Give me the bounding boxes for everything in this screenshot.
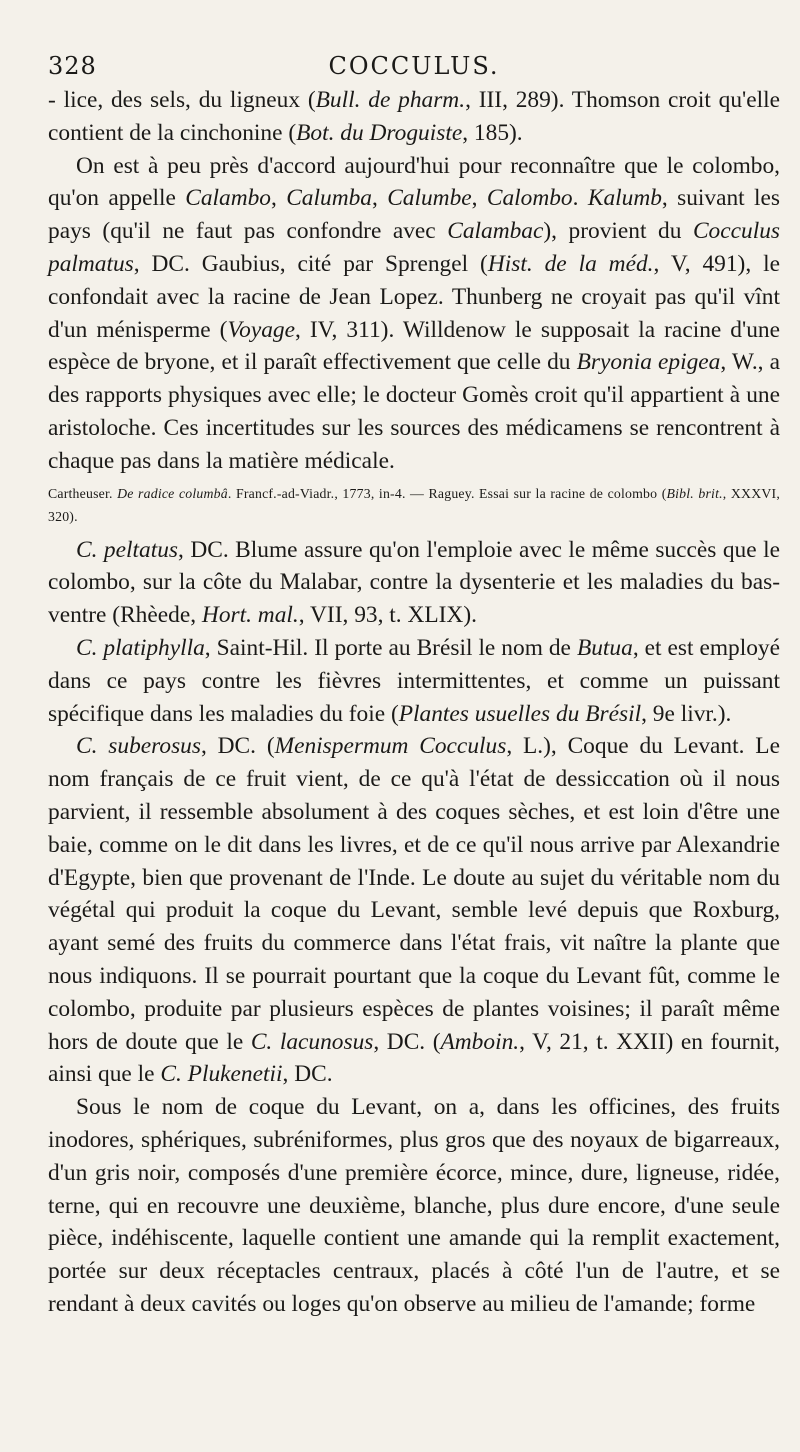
text-run: , et est employé dans ce pays contre les fièvres intermittentes, et comme un puissant spécifique dans les maladies du foie (: [48, 634, 781, 727]
italic-text: C. lacunosus: [250, 1028, 374, 1055]
italic-text: Bryonia epigea: [576, 349, 721, 376]
italic-text: Calumbe: [387, 185, 472, 212]
text-run: . Francf.-ad-Viadr., 1773, in-4. — Raguey. Essai sur la racine de colombo (: [227, 485, 667, 501]
text-run: ,: [471, 185, 487, 212]
paragraph: [48, 84, 780, 150]
text-run: , IV, 311). Willdenow le supposait la racine d'une espèce de bryone, et il paraît effectivement que celle du: [48, 316, 780, 376]
text-run: , 9e livr.).: [641, 700, 732, 727]
text-run: , V, 21, t. XXII) en fournit, ainsi que le: [48, 1028, 780, 1088]
text-run: , DC.: [282, 1061, 333, 1088]
text-run: , 185).: [462, 119, 523, 146]
paragraph: [48, 534, 780, 632]
italic-text: C. suberosus: [76, 733, 201, 760]
text-run: , DC. Blume assure qu'on l'emploie avec le même succès que le colombo, sur la côte du Malabar, contre la dysenterie et les maladies du bas-ventre (Rhèede,: [48, 536, 780, 629]
page-number: 328: [48, 52, 97, 80]
text-run: , L.), Coque du Levant. Le nom français de ce fruit vient, de ce qu'à l'état de dessiccation où il nous parvient, il ressemble absolument à des coques sèches, et est loin d'être une baie, comme on le dit dans les livres, et de ce qu'il nous arrive par Alexandrie d'Egypte, bien que provenant de l'Inde. Le doute au sujet du véritable nom du végétal qui produit la coque du Levant, semble levé depuis que Roxburg, ayant semé des fruits du commerce dans l'état frais, vit naître la plante que nous indiquons. Il se pourrait pourtant que la coque du Levant fût, comme le colombo, produite par plusieurs espèces de plantes voisines; il paraît même hors de doute que le: [48, 733, 780, 1055]
italic-text: Plantes usuelles du Brésil: [398, 700, 642, 727]
text-run: Cartheuser.: [48, 485, 118, 501]
text-run: , V, 491), le confondait avec la racine de Jean Lopez. Thunberg ne croyait pas qu'il vînt d'un ménisperme (: [48, 250, 780, 343]
italic-text: Voyage: [227, 316, 296, 343]
text-run: , VII, 93, t. XLIX).: [298, 602, 477, 629]
paragraph: [48, 150, 780, 478]
italic-text: C. Plukenetii: [160, 1061, 283, 1088]
italic-text: Hort. mal.: [201, 602, 299, 629]
text-run: , DC. (: [200, 733, 275, 760]
paragraph: [48, 730, 780, 1091]
text-run: ), provient du: [543, 218, 693, 245]
text-run: , suivant les pays (qu'il ne faut pas confondre avec: [48, 185, 781, 245]
italic-text: De radice columbâ: [117, 485, 228, 501]
text-run: , DC. Gaubius, cité par Sprengel (: [133, 250, 488, 277]
italic-text: C. platiphylla: [76, 634, 205, 661]
italic-text: Bull. de pharm.: [315, 87, 466, 113]
text-run: , DC. (: [373, 1028, 441, 1055]
text-run: , Saint-Hil. Il porte au Brésil le nom de: [204, 634, 577, 661]
text-run: .: [572, 185, 588, 212]
italic-text: Calambac: [447, 218, 544, 245]
italic-text: Bibl. brit.: [666, 485, 723, 501]
italic-text: Cocculus palmatus: [48, 218, 780, 277]
text-run: ,: [271, 185, 287, 212]
italic-text: Amboin.: [440, 1028, 520, 1055]
text-run: - lice, des sels, du ligneux (: [48, 87, 316, 113]
paragraph: [48, 632, 780, 730]
paragraph: [48, 1091, 780, 1321]
text-run: , W., a des rapports physiques avec elle; le docteur Gomès croit qu'il appartient à une aristoloche. Ces incertitudes sur les sources des médicamens se rencontrent à chaque pas dans la matière médicale.: [48, 349, 780, 474]
italic-text: Calumba: [286, 185, 372, 212]
running-title: COCCULUS.: [328, 52, 500, 80]
italic-text: Bot. du Droguiste: [296, 119, 463, 146]
text-run: ,: [371, 185, 388, 212]
italic-text: Menispermum Cocculus: [274, 733, 507, 760]
italic-text: Kalumb: [587, 185, 662, 212]
page-header: [48, 48, 780, 84]
italic-text: Calambo: [185, 185, 271, 212]
text-run: , III, 289). Thomson croit qu'elle contient de la cinchonine (: [48, 87, 780, 146]
italic-text: Butua: [576, 634, 633, 661]
text-run: , XXXVI, 320).: [48, 485, 780, 524]
bibliographic-note: [48, 482, 780, 528]
body-text: [48, 84, 780, 1321]
text-run: Sous le nom de coque du Levant, on a, dans les officines, des fruits inodores, sphériques, subréniformes, plus gros que des noyaux de bigarreaux, d'un gris noir, composés d'une première écorce, mince, dure, ligneuse, ridée, terne, qui en recouvre une deuxième, blanche, plus dure encore, d'une seule pièce, indéhiscente, laquelle contient une amande qui la remplit exactement, portée sur deux réceptacles centraux, placés à côté l'un de l'autre, et se rendant à deux cavités ou loges qu'on observe au milieu de l'amande; forme: [48, 1094, 780, 1317]
italic-text: Calombo: [486, 185, 573, 212]
italic-text: C. peltatus: [76, 536, 179, 563]
italic-text: Hist. de la méd.: [487, 250, 654, 277]
text-run: On est à peu près d'accord aujourd'hui pour reconnaître que le colombo, qu'on appelle: [48, 152, 780, 212]
